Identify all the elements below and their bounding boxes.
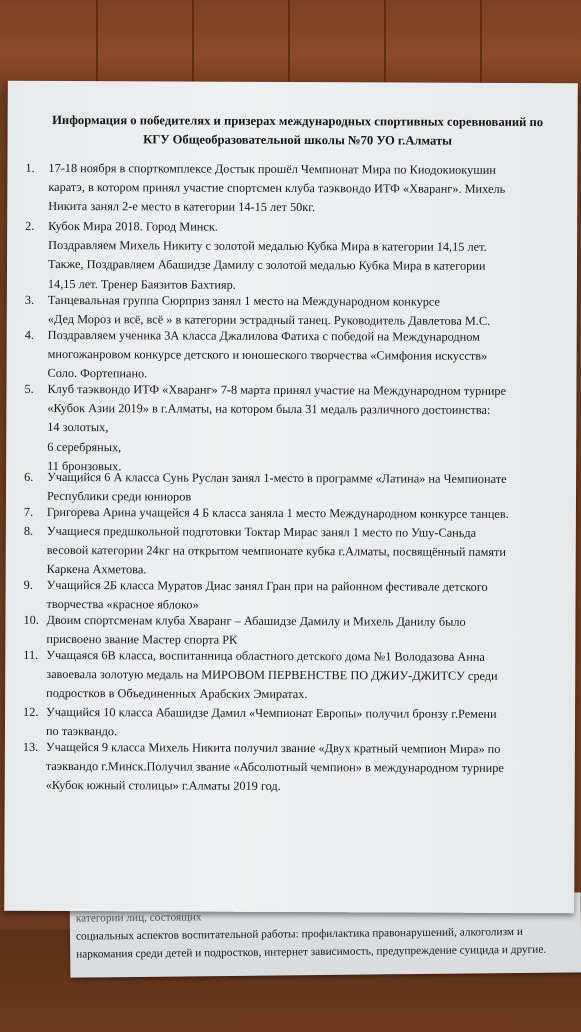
lower-sheet-text (76, 904, 577, 963)
list-item-line: Учащиеся предшкольной подготовки Токтар Мирас занял 1 место по Ушу-Саньда (46, 523, 477, 540)
list-item-line: Григорева Арина учащейся 4 Б класса заняла 1 место Международном конкурсе танцев. (46, 504, 509, 521)
list-item-line: 6 серебряных, (47, 439, 122, 454)
list-item-text (46, 738, 558, 798)
list-item-text (46, 646, 558, 706)
list-item-line: Республики среди юниоров (46, 489, 192, 504)
list-item-line: Поздравляем ученика 3А класса Джалилова Фатиха с победой на Международном (47, 327, 480, 344)
list-item-number: 11. (23, 647, 39, 662)
list-item-number: 12. (23, 704, 39, 719)
list-item-number: 2. (25, 218, 35, 233)
list-item-number: 10. (23, 612, 39, 627)
list-item-line: 17-18 ноября в спорткомплексе Достык прошёл Чемпионат Мира по Киодокиокушин (48, 160, 496, 177)
list-item-line: «Кубок Азии 2019» в г.Алматы, на котором была 31 медаль различного достоинства: (47, 401, 491, 418)
list-item-line: каратэ, в котором принял участие спортсмен клуба таэквондо ИТФ «Хваранг». Михель (48, 180, 506, 197)
list-item-line: Кубок Мира 2018. Город Минск. (48, 218, 218, 234)
lower-sheet-line-1: социальных аспектов воспитательной работы: профилактика правонарушений, алкоголизм и (75, 925, 523, 943)
list-item-line: Также, Поздравляем Абашидзе Дамилу с золотой медалью Кубка Мира в категории (47, 257, 486, 274)
lower-sheet-line-2: наркомания среди детей и подростков, интернет зависимость, предупреждение суицида и другие. (76, 943, 547, 961)
list-item-text (47, 380, 559, 478)
list-item-line: по таэквандо. (45, 724, 118, 739)
list-item-line: 14 золотых, (47, 420, 109, 435)
list-item-number: 6. (24, 469, 34, 484)
list-item-line: «Дед Мороз и всё, всё » в категории эстрадный танец. Руководитель Давлетова М.С. (47, 312, 491, 329)
title-line-2: КГУ Общеобразовательной школы №70 УО г.Алматы (143, 132, 453, 148)
list-item-text (48, 159, 560, 219)
list-item-text (47, 522, 559, 582)
list-item-line: Соло. Фортепиано. (47, 366, 148, 381)
list-item-line: 11 бронзовых. (47, 458, 122, 474)
list-item-line: Учащаяся 6В класса, воспитанница областного детского дома №1 Володазова Анна (46, 647, 485, 664)
list-item (25, 159, 560, 215)
list-item-line: Поздравляем Михель Никиту с золотой медалью Кубка Мира в категории 14,15 лет. (48, 238, 487, 255)
list-item-line: Никита занял 2-е место в категории 14-15 лет 50кг. (48, 199, 316, 215)
list-item-number: 3. (24, 292, 35, 307)
list-item-line: многожанровом конкурсе детского и юношеского творчества «Симфония искусств» (47, 347, 488, 364)
list-item-text (48, 217, 560, 296)
list-item-number: 4. (24, 327, 34, 342)
list-item-number: 7. (23, 504, 34, 519)
list-item-line: «Кубок южный столицы» г.Алматы 2019 год. (45, 778, 281, 794)
list-item-number: 1. (25, 160, 35, 175)
list-item-line: Учащийся 10 класса Абашидзе Дамил «Чемпионат Европы» получил бронзу г.Ремени (46, 704, 497, 721)
list-item-line: Учащийся 2Б класса Муратов Диас занял Гран при на районном фестивале детского (46, 577, 488, 594)
list-item-number: 9. (23, 577, 33, 592)
list-item-number: 5. (24, 381, 34, 396)
list-item-line: Учащийся 6 А класса Сунь Руслан занял 1-место в программе «Латина» на Чемпионате (47, 469, 507, 486)
list-item-text (47, 503, 559, 524)
list-item-number: 8. (23, 523, 34, 538)
list-item-line: таэквандо г.Минск.Получил звание «Абсолютный чемпион» в международном турнире (45, 759, 504, 776)
list-item-line: Клуб таэквондо ИТФ «Хваранг» 7-8 марта принял участие на Международном турнире (47, 381, 507, 398)
list-item-line: Танцевальная группа Сюрприз занял 1 место на Международном конкурсе (47, 292, 441, 309)
list-item-number: 13. (22, 739, 39, 754)
list-item-line: Учащейся 9 класса Михель Никита получил звание «Двух кратный чемпион Мира» по (45, 739, 501, 756)
list-item-line: 14,15 лет. Тренер Баязитов Бахтияр. (47, 276, 236, 292)
page-title (28, 111, 568, 151)
title-line-1: Информация о победителях и призерах международных спортивных соревнований по (52, 112, 544, 130)
list-item-line: Двоим спортсменам клуба Хваранг – Абашидзе Дамилу и Михель Данилу было (46, 612, 466, 629)
list-item-line: подростков в Объединенных Арабских Эмиратах. (46, 686, 308, 702)
paper-sheet (4, 81, 578, 913)
list-item-line: весовой категории 24кг на открытом чемпионате кубка г.Алматы, посвящённый памяти (46, 543, 507, 560)
list-item-text (47, 326, 559, 386)
list-item-line: Каркена Ахметова. (46, 562, 147, 577)
lower-sheet-line-faded: категории лиц, состоящих (75, 911, 202, 925)
list-item-line: присвоено звание Мастер спорта РК (46, 632, 238, 647)
list-item-line: творчества «красное яблоко» (46, 597, 199, 612)
list-item-line: завоевала золотую медаль на МИРОВОМ ПЕРВЕНСТВЕ ПО ДЖИУ-ДЖИТСУ среди (46, 667, 498, 684)
